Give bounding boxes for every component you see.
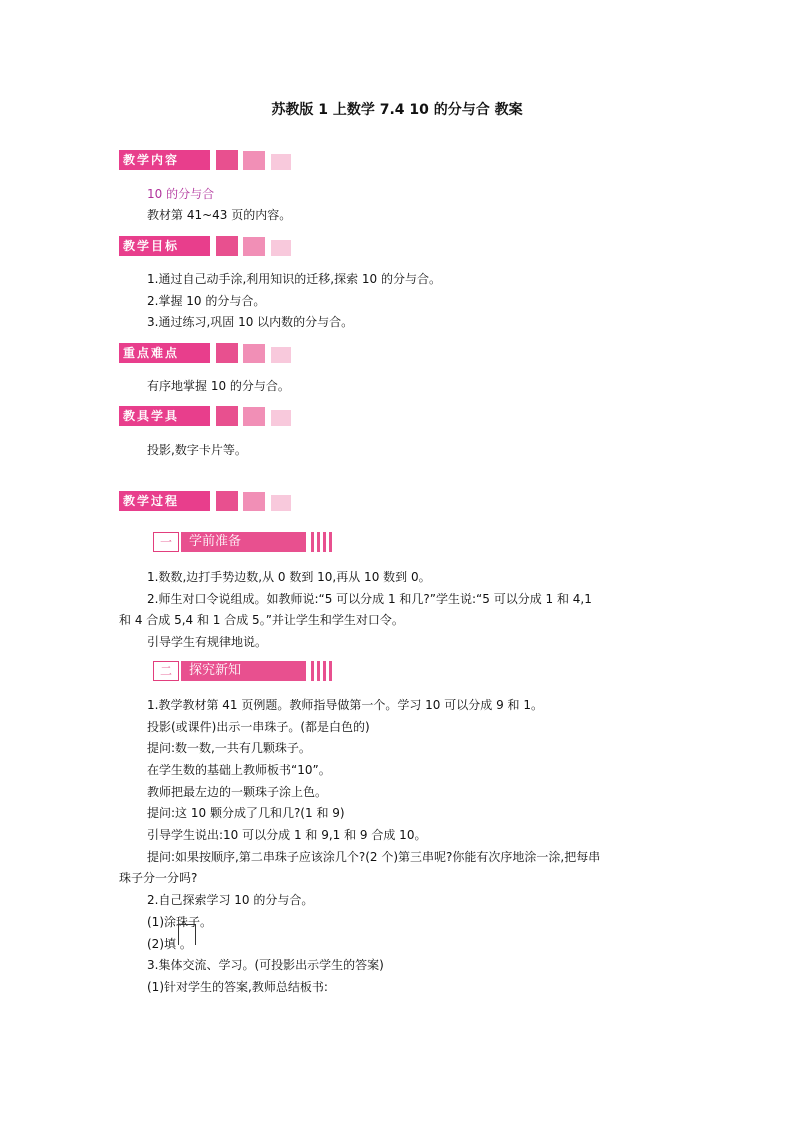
decor-square: [243, 492, 265, 511]
decor-square: [216, 406, 238, 426]
header-label: 重点难点: [119, 343, 210, 363]
decor-bar: [311, 661, 314, 681]
decor-square: [271, 347, 291, 363]
paragraph-line: 教师把最左边的一颗珠子涂上色。: [147, 785, 328, 799]
decor-square: [216, 491, 238, 511]
decor-square: [243, 237, 265, 256]
decor-square: [216, 343, 238, 363]
key-point-text: 有序地掌握 10 的分与合。: [147, 379, 290, 393]
paragraph-line: 1.数数,边打手势边数,从 0 数到 10,再从 10 数到 0。: [147, 570, 431, 584]
decor-square: [216, 150, 238, 170]
section-title: 学前准备: [181, 532, 306, 552]
paragraph-line: (1)涂珠子。: [147, 915, 212, 929]
paragraph-line: 提问:这 10 颗分成了几和几?(1 和 9): [147, 806, 345, 820]
header-label: 教学过程: [119, 491, 210, 511]
decor-square: [216, 236, 238, 256]
paragraph-line: 珠子分一分吗?: [119, 871, 198, 885]
paragraph-line: 2.自己探索学习 10 的分与合。: [147, 893, 314, 907]
content-pages: 教材第 41~43 页的内容。: [147, 208, 292, 222]
goal-item: 1.通过自己动手涂,利用知识的迁移,探索 10 的分与合。: [147, 272, 441, 286]
header-label: 教学目标: [119, 236, 210, 256]
paragraph-line: (2)填 。: [147, 937, 192, 951]
content-topic: 10 的分与合: [147, 187, 215, 201]
decor-square: [271, 154, 291, 170]
section-number: 二: [153, 661, 179, 681]
document-title: 苏教版 1 上数学 7.4 10 的分与合 教案: [271, 102, 523, 118]
paragraph-line: 引导学生说出:10 可以分成 1 和 9,1 和 9 合成 10。: [147, 828, 427, 842]
paragraph-line: 和 4 合成 5,4 和 1 合成 5。”并让学生和学生对口令。: [119, 613, 404, 627]
section-title: 探究新知: [181, 661, 306, 681]
decor-square: [243, 151, 265, 170]
decor-bar: [323, 532, 326, 552]
decor-bar: [311, 532, 314, 552]
decor-square: [271, 495, 291, 511]
decor-bar: [329, 661, 332, 681]
paragraph-line: 在学生数的基础上教师板书“10”。: [147, 763, 331, 777]
header-label: 教具学具: [119, 406, 210, 426]
paragraph-line: 1.教学教材第 41 页例题。教师指导做第一个。学习 10 可以分成 9 和 1。: [147, 698, 543, 712]
fill-in-box: [178, 924, 196, 945]
decor-square: [271, 410, 291, 426]
decor-bar: [317, 532, 320, 552]
paragraph-line: 提问:数一数,一共有几颗珠子。: [147, 741, 311, 755]
paragraph-line: 2.师生对口令说组成。如教师说:“5 可以分成 1 和几?”学生说:“5 可以分成 1 和 4,1: [147, 592, 592, 606]
decor-bar: [317, 661, 320, 681]
decor-square: [271, 240, 291, 256]
paragraph-line: 提问:如果按顺序,第二串珠子应该涂几个?(2 个)第三串呢?你能有次序地涂一涂,把每串: [147, 850, 601, 864]
goal-item: 3.通过练习,巩固 10 以内数的分与合。: [147, 315, 354, 329]
section-number: 一: [153, 532, 179, 552]
paragraph-line: 3.集体交流、学习。(可投影出示学生的答案): [147, 958, 384, 972]
header-label: 教学内容: [119, 150, 210, 170]
decor-bar: [329, 532, 332, 552]
decor-bar: [323, 661, 326, 681]
paragraph-line: 投影(或课件)出示一串珠子。(都是白色的): [147, 720, 370, 734]
tools-text: 投影,数字卡片等。: [147, 443, 247, 457]
paragraph-line: (1)针对学生的答案,教师总结板书:: [147, 980, 328, 994]
decor-square: [243, 344, 265, 363]
goal-item: 2.掌握 10 的分与合。: [147, 294, 266, 308]
paragraph-line: 引导学生有规律地说。: [147, 635, 268, 649]
decor-square: [243, 407, 265, 426]
